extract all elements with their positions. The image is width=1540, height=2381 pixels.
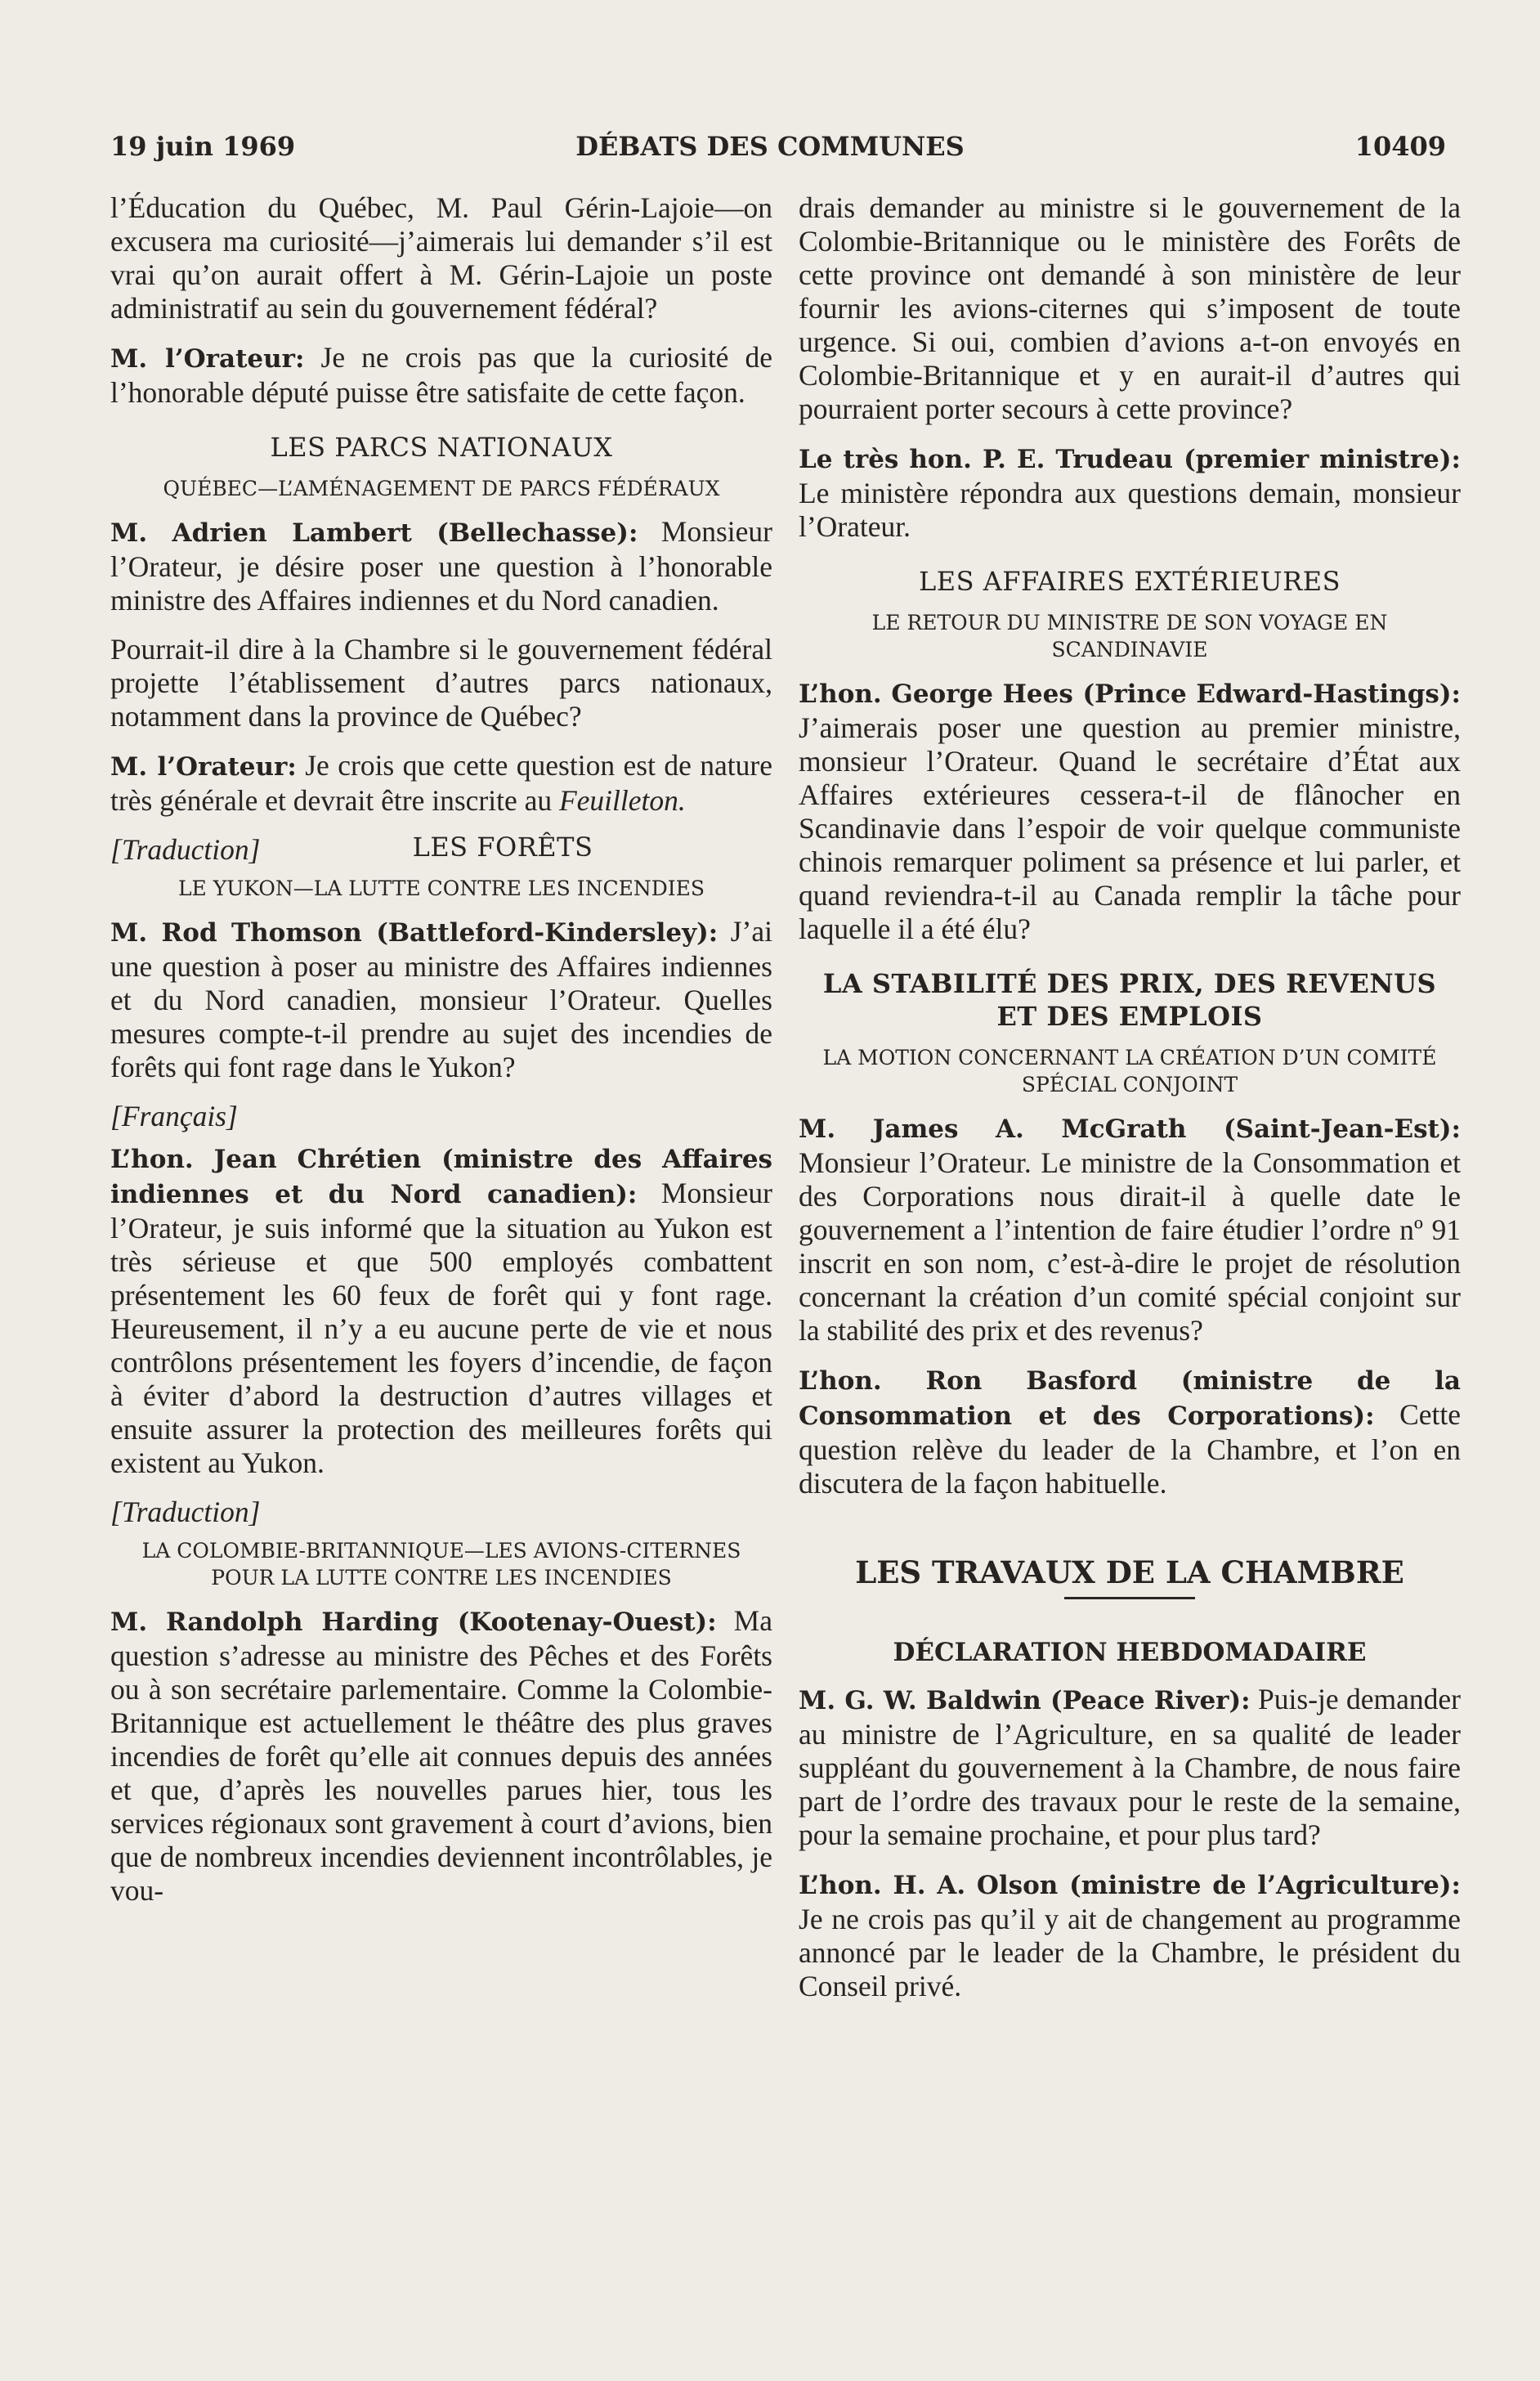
paragraph bbox=[799, 1363, 1461, 1500]
speech-text: J’aimerais poser une question au premier ministre, monsieur l’Orateur. Quand le secrétaire d’État aux Affaires extérieures cessera-t-il de flânocher en Scandinavie dans l’espoir de voir quelque communiste chinois remarquer poliment sa présence et lui parler, et quand reviendra-t-il au Canada remplir la tâche pour laquelle il a été élu? bbox=[799, 711, 1461, 945]
major-heading: LES TRAVAUX DE LA CHAMBRE bbox=[855, 1554, 1404, 1590]
speaker-name: Le très hon. P. E. Trudeau (premier ministre): bbox=[799, 445, 1461, 474]
speaker-name: L’hon. George Hees (Prince Edward-Hastings): bbox=[799, 679, 1461, 709]
speaker-name: L’hon. Jean Chrétien (ministre des Affaires indiennes et du Nord canadien): bbox=[110, 1145, 772, 1209]
speech-text: Je ne crois pas que la curiosité de l’honorable député puisse être satisfaite de cette façon. bbox=[110, 341, 773, 409]
speaker-name: M. Adrien Lambert (Bellechasse): bbox=[110, 518, 638, 548]
italic-text: Feuilleton. bbox=[558, 784, 686, 817]
section-heading: LES FORÊTS bbox=[412, 832, 593, 863]
speech-text: Puis-je demander au ministre de l’Agriculture, en sa qualité de leader suppléant du gouvernement à la Chambre, de nous faire part de l’ordre des travaux pour le reste de la semaine, pour la semaine prochaine, et pour plus tard? bbox=[799, 1683, 1461, 1851]
paragraph bbox=[110, 1141, 772, 1480]
speaker-name: M. Randolph Harding (Kootenay-Ouest): bbox=[110, 1608, 717, 1637]
subsection-heading: QUÉBEC—L’AMÉNAGEMENT DE PARCS FÉDÉRAUX bbox=[163, 477, 720, 500]
speaker-name: M. l’Orateur: bbox=[110, 344, 305, 374]
section-heading: LES PARCS NATIONAUX bbox=[270, 432, 613, 463]
speech-text: Cette question relève du leader de la Chambre, et l’on en discutera de la façon habituelle. bbox=[799, 1398, 1461, 1500]
speaker-name: M. James A. McGrath (Saint-Jean-Est): bbox=[799, 1114, 1461, 1144]
speech-text: Je ne crois pas qu’il y ait de changement au programme annoncé par le leader de la Chambre, le président du Conseil privé. bbox=[799, 1903, 1461, 2002]
speech-text: J’ai une question à poser au ministre des Affaires indiennes et du Nord canadien, monsieur l’Orateur. Quelles mesures compte-t-il prendre au sujet des incendies de forêts qui font rage dans le Yukon? bbox=[110, 915, 772, 1083]
right-column bbox=[799, 191, 1461, 2019]
speech-text: Ma question s’adresse au ministre des Pêches et des Forêts ou à son secrétaire parlementaire. Comme la Colombie-Britannique est actuellement le théâtre des plus graves incendies de forêt qu’elle ait connues depuis des années et que, d’après les nouvelles parues hier, tous les services régionaux sont gravement à court d’avions, bien que de nombreux incendies deviennent incontrôlables, je vou- bbox=[110, 1604, 772, 1907]
paragraph: Pourrait-il dire à la Chambre si le gouvernement fédéral projette l’établissement d’autres parcs nationaux, notamment dans la province de Québec? bbox=[110, 633, 772, 733]
speech-text: Monsieur l’Orateur, je désire poser une question à l’honorable ministre des Affaires indiennes et du Nord canadien. bbox=[110, 515, 772, 617]
paragraph bbox=[799, 442, 1461, 544]
header-date: 19 juin 1969 bbox=[110, 131, 296, 162]
speech-text: Monsieur l’Orateur. Le ministre de la Consommation et des Corporations nous dirait-il à quelle date le gouvernement a l’intention de faire étudier l’ordre nº 91 inscrit en son nom, c’est-à-dire le projet de résolution concernant la création d’un comité spécial conjoint sur la stabilité des prix et des revenus? bbox=[799, 1146, 1461, 1347]
speaker-name: M. G. W. Baldwin (Peace River): bbox=[799, 1686, 1251, 1715]
left-column bbox=[110, 191, 772, 1923]
paragraph bbox=[110, 749, 772, 818]
paragraph bbox=[799, 1683, 1461, 1852]
paragraph bbox=[110, 1604, 772, 1908]
paragraph bbox=[799, 1868, 1461, 2003]
subsection-heading: LE YUKON—LA LUTTE CONTRE LES INCENDIES bbox=[177, 877, 705, 900]
paragraph bbox=[110, 341, 772, 410]
section-heading: LES AFFAIRES EXTÉRIEURES bbox=[918, 566, 1341, 597]
paragraph: drais demander au ministre si le gouvernement de la Colombie-Britannique ou le ministère des Forêts de cette province ont demandé à son ministère de leur fournir les avions-citernes qui s’imposent de toute urgence. Si oui, combien d’avions a-t-on envoyés en Colombie-Britannique et y en aurait-il d’autres qui pourraient porter secours à cette province? bbox=[799, 191, 1461, 425]
language-note: [Traduction] bbox=[110, 833, 261, 866]
section-heading: LA STABILITÉ DES PRIX, DES REVENUS ET DES EMPLOIS bbox=[822, 968, 1437, 1032]
language-note: [Traduction] bbox=[110, 1495, 261, 1528]
speaker-name: M. l’Orateur: bbox=[110, 752, 297, 782]
paragraph: l’Éducation du Québec, M. Paul Gérin-Lajoie—on excusera ma curiosité—j’aimerais lui demander s’il est vrai qu’on aurait offert à M. Gérin-Lajoie un poste administratif au sein du gouvernement fédéral? bbox=[110, 191, 772, 325]
paragraph bbox=[799, 676, 1461, 946]
speech-text: Je crois que cette question est de nature très générale et devrait être inscrite au bbox=[110, 749, 772, 817]
subsection-heading: LE RETOUR DU MINISTRE DE SON VOYAGE EN SCANDINAVIE bbox=[871, 611, 1388, 661]
speech-text: Monsieur l’Orateur, je suis informé que la situation au Yukon est très sérieuse et que 500 employés combattent présentement les 60 feux de forêt qui y font rage. Heureusement, il n’y a eu aucune perte de vie et nous contrôlons présentement les foyers d’incendie, de façon à éviter d’abord la destruction d’autres villages et ensuite assurer la protection des meilleures forêts qui existent au Yukon. bbox=[110, 1177, 772, 1479]
section-heading: DÉCLARATION HEBDOMADAIRE bbox=[893, 1638, 1367, 1667]
speech-text: Le ministère répondra aux questions demain, monsieur l’Orateur. bbox=[799, 477, 1461, 543]
speaker-name: L’hon. H. A. Olson (ministre de l’Agriculture): bbox=[799, 1871, 1461, 1900]
paragraph bbox=[110, 915, 772, 1084]
speaker-name: L’hon. Ron Basford (ministre de la Consommation et des Corporations): bbox=[799, 1366, 1461, 1431]
heading-rule bbox=[1064, 1597, 1195, 1599]
subsection-heading: LA MOTION CONCERNANT LA CRÉATION D’UN COMITÉ SPÉCIAL CONJOINT bbox=[822, 1046, 1437, 1096]
page-header bbox=[0, 131, 1540, 167]
page-number: 10409 bbox=[1354, 131, 1446, 162]
subsection-heading: LA COLOMBIE-BRITANNIQUE—LES AVIONS-CITERNES POUR LA LUTTE CONTRE LES INCENDIES bbox=[141, 1539, 741, 1590]
paragraph bbox=[799, 1111, 1461, 1347]
speaker-name: M. Rod Thomson (Battleford-Kindersley): bbox=[110, 918, 719, 948]
paragraph bbox=[110, 515, 772, 617]
header-title: DÉBATS DES COMMUNES bbox=[575, 131, 965, 162]
language-note: [Français] bbox=[110, 1100, 238, 1132]
